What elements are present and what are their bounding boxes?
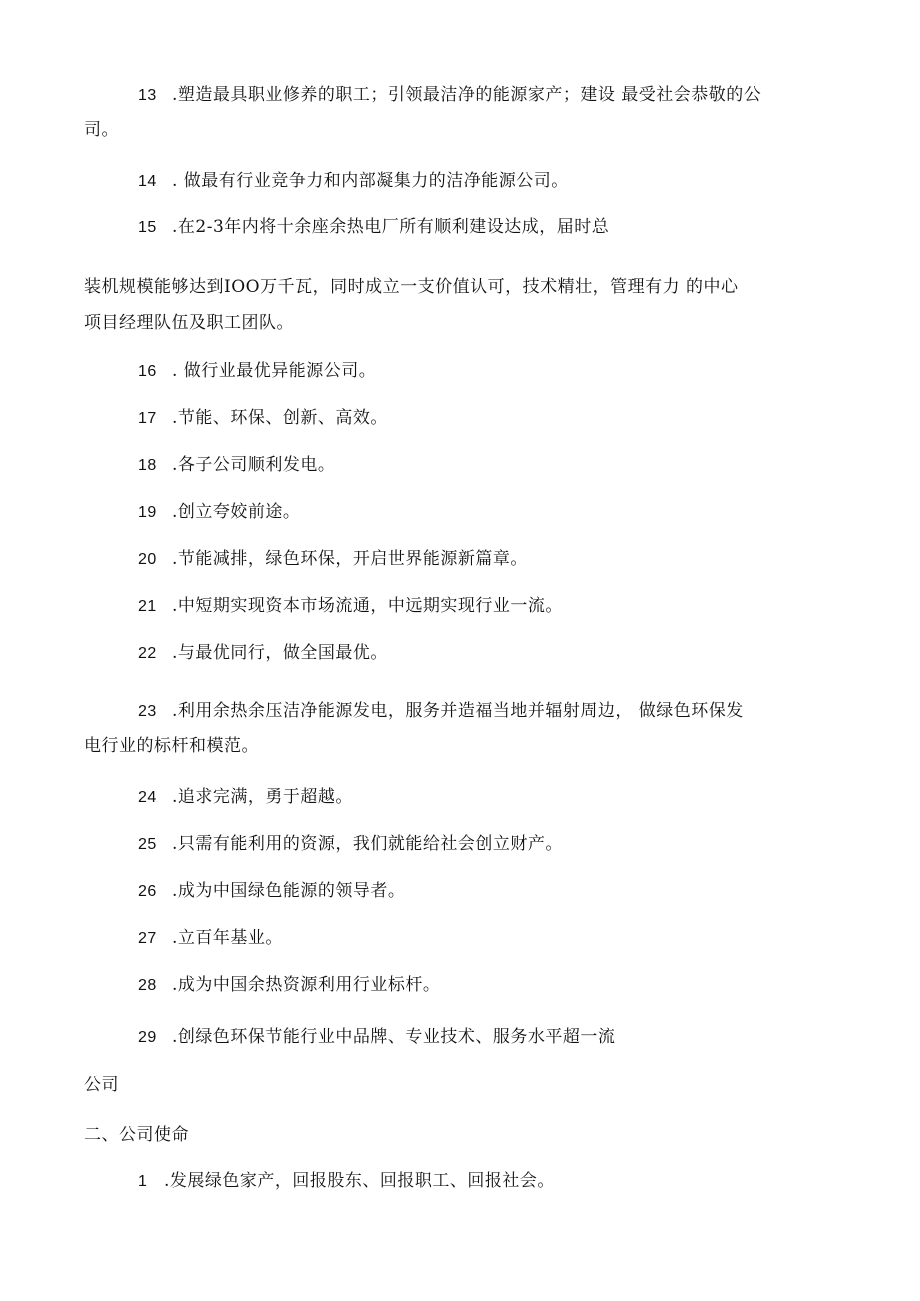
paragraph-text: 公司	[84, 1075, 119, 1095]
list-item	[138, 501, 300, 524]
item-number: 13	[138, 87, 157, 104]
item-text: .发展绿色家产，回报股东、回报职工、回报社会。	[164, 1171, 555, 1191]
list-item	[138, 360, 376, 383]
item-text: .各子公司顺利发电。	[172, 455, 336, 475]
item-number: 20	[138, 551, 157, 568]
item-text: .成为中国余热资源利用行业标杆。	[172, 975, 441, 995]
item-number: 24	[138, 789, 157, 806]
paragraph	[84, 1074, 119, 1096]
item-text: .在2-3年内将十余座余热电厂所有顺利建设达成，届时总	[172, 217, 610, 237]
paragraph-continuation	[84, 312, 294, 334]
item-number: 21	[138, 598, 157, 615]
item-text: .追求完满，勇于超越。	[172, 787, 353, 807]
list-item	[138, 407, 388, 430]
list-item	[138, 170, 569, 193]
list-item-continuation	[84, 735, 259, 757]
list-item	[138, 974, 440, 997]
list-item	[138, 1170, 555, 1193]
item-text: .节能减排，绿色环保，开启世界能源新篇章。	[172, 549, 528, 569]
item-number: 29	[138, 1029, 157, 1046]
list-item	[138, 216, 609, 239]
item-number: 14	[138, 173, 157, 190]
item-text: .创立夸姣前途。	[172, 502, 301, 522]
list-item	[138, 833, 563, 856]
list-item	[138, 700, 744, 723]
list-item	[138, 927, 283, 950]
list-item	[138, 84, 761, 107]
item-number: 26	[138, 883, 157, 900]
item-number: 16	[138, 363, 157, 380]
paragraph-text: 装机规模能够达到IOO万千瓦，同时成立一支价值认可，技术精壮，管理有力 的中心	[84, 277, 739, 297]
item-text: .节能、环保、创新、高效。	[172, 408, 388, 428]
section-heading: 二、公司使命	[84, 1125, 189, 1145]
item-number: 25	[138, 836, 157, 853]
item-text: .创绿色环保节能行业中品牌、专业技术、服务水平超一流	[172, 1027, 616, 1047]
item-text: .只需有能利用的资源，我们就能给社会创立财产。	[172, 834, 563, 854]
list-item	[138, 548, 528, 571]
item-number: 18	[138, 457, 157, 474]
paragraph-text: 项目经理队伍及职工团队。	[84, 313, 294, 333]
item-text: .中短期实现资本市场流通，中远期实现行业一流。	[172, 596, 563, 616]
list-item	[138, 1026, 615, 1049]
item-number: 1	[138, 1173, 148, 1190]
item-text: 电行业的标杆和模范。	[84, 736, 259, 756]
item-text: .利用余热余压洁净能源发电，服务并造福当地并辐射周边， 做绿色环保发	[172, 701, 744, 721]
item-number: 19	[138, 504, 157, 521]
list-item-continuation	[84, 119, 119, 141]
item-text: . 做最有行业竞争力和内部凝集力的洁净能源公司。	[172, 171, 569, 191]
paragraph	[84, 276, 739, 298]
item-number: 23	[138, 703, 157, 720]
list-item	[138, 880, 405, 903]
item-text: .塑造最具职业修养的职工；引领最洁净的能源家产；建设 最受社会恭敬的公	[172, 85, 762, 105]
item-text: .与最优同行，做全国最优。	[172, 643, 388, 663]
item-text: .成为中国绿色能源的领导者。	[172, 881, 406, 901]
item-text: .立百年基业。	[172, 928, 283, 948]
item-number: 22	[138, 645, 157, 662]
item-number: 27	[138, 930, 157, 947]
list-item	[138, 454, 335, 477]
list-item	[138, 595, 563, 618]
item-number: 15	[138, 219, 157, 236]
list-item	[138, 642, 388, 665]
item-number: 17	[138, 410, 157, 427]
item-number: 28	[138, 977, 157, 994]
item-text: 司。	[84, 120, 119, 140]
item-text: . 做行业最优异能源公司。	[172, 361, 377, 381]
list-item	[138, 786, 353, 809]
